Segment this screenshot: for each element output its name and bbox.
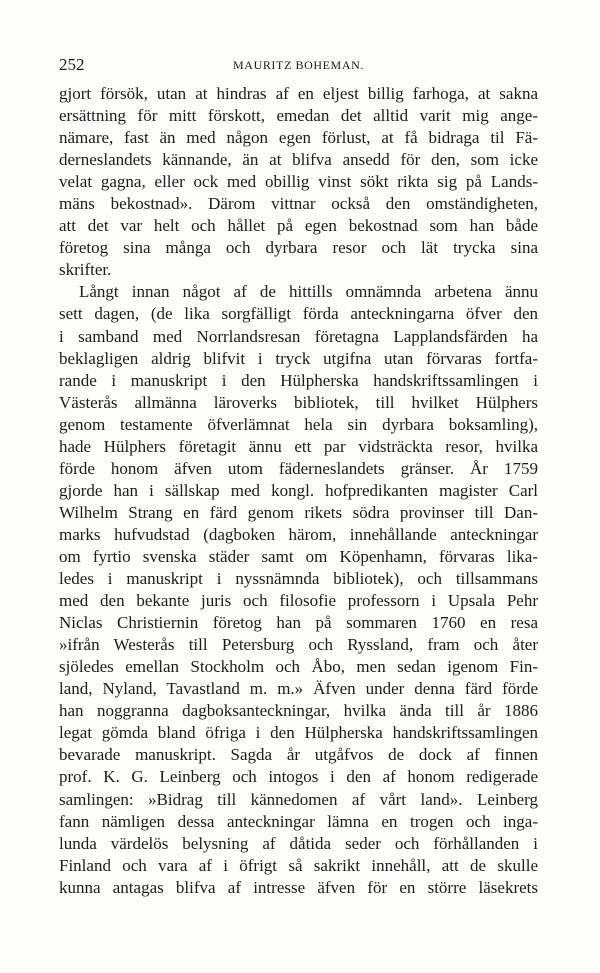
text-line: företog sina många och dyrbara resor och lät trycka sina: [59, 238, 538, 258]
text-line: samlingen: »Bidrag till kännedomen af vårt land». Leinberg: [59, 789, 538, 809]
text-line: genom testamente öfverlämnat hela sin dyrbara boksamling),: [59, 414, 538, 434]
text-line: beklagligen aldrig blifvit i tryck utgifna utan förvaras fortfa-: [59, 348, 538, 368]
text-line: mäns bekostnad». Därom vittnar också den omständigheten,: [59, 194, 538, 214]
text-line: om fyrtio svenska städer samt om Köpenhamn, förvaras lika-: [59, 546, 538, 566]
text-line: »ifrån Westerås till Petersburg och Ryssland, fram och åter: [59, 635, 538, 655]
text-line: förde honom äfven utom fäderneslandets gränser. År 1759: [59, 458, 538, 478]
text-line: kunna antagas blifva af intresse äfven för en större läsekrets: [59, 877, 538, 897]
paragraph-start-line: Långt innan något af de hittills omnämnda arbetena ännu: [79, 282, 538, 302]
text-line: fann nämligen dessa anteckningar lämna en trogen och inga-: [59, 811, 538, 831]
text-line: sjöledes emellan Stockholm och Åbo, men sedan igenom Fin-: [59, 657, 538, 677]
text-line: att det var helt och hållet på egen bekostnad som han både: [59, 216, 538, 236]
paragraph-end-line: skrifter.: [59, 260, 112, 280]
text-line: lunda värdelös belysning af dåtida seder och förhållanden i: [59, 833, 538, 853]
text-line: han noggranna dagboksanteckningar, hvilka ända till år 1886: [59, 701, 538, 721]
text-line: hade Hülphers företagit ännu ett par vidsträckta resor, hvilka: [59, 436, 538, 456]
text-line: bevarade manuskript. Sagda år utgåfvos de dock af finnen: [59, 745, 538, 765]
text-line: ersättning för mitt förskott, emedan det alltid varit mig ange-: [59, 106, 538, 126]
text-line: Niclas Christiernin företog han på sommaren 1760 en resa: [59, 613, 538, 633]
body-text: [59, 83, 538, 899]
text-line: rande i manuskript i den Hülpherska handskriftssamlingen i: [59, 370, 538, 390]
text-line: velat gagna, eller ock med obillig vinst sökt rikta sig på Lands-: [59, 172, 538, 192]
page-header: [59, 55, 538, 77]
text-line: derneslandets kännande, än at blifva ansedd för den, som icke: [59, 150, 538, 170]
text-line: i samband med Norrlandsresan företagna Lapplandsfärden ha: [59, 326, 538, 346]
text-line: Västerås allmänna läroverks bibliotek, till hvilket Hülphers: [59, 392, 538, 412]
text-line: ledes i manuskript i nyssnämnda bibliotek), och tillsammans: [59, 569, 538, 589]
text-line: land, Nyland, Tavastland m. m.» Äfven under denna färd förde: [59, 679, 538, 699]
text-line: sett dagen, (de lika sorgfälligt förda anteckningarna öfver den: [59, 304, 538, 324]
text-line: med den bekante juris och filosofie professorn i Upsala Pehr: [59, 591, 538, 611]
text-line: Wilhelm Strang en färd genom rikets södra provinser till Dan-: [59, 502, 538, 522]
text-line: prof. K. G. Leinberg och intogos i den af honom redigerade: [59, 767, 538, 787]
text-line: nämare, fast än med någon egen förlust, at få bidraga til Fä-: [59, 128, 538, 148]
text-line: legat gömda bland öfriga i den Hülpherska handskriftssamlingen: [59, 723, 538, 743]
text-line: gjorde han i sällskap med kongl. hofpredikanten magister Carl: [59, 480, 538, 500]
running-head: MAURITZ BOHEMAN.: [233, 58, 364, 72]
text-line: Finland och vara af i öfrigt så sakrikt innehåll, att de skulle: [59, 855, 538, 875]
text-line: marks hufvudstad (dagboken härom, innehållande anteckningar: [59, 524, 538, 544]
text-line: gjort försök, utan at hindras af en eljest billig farhoga, at sakna: [59, 84, 538, 103]
page-number: 252: [59, 55, 85, 74]
